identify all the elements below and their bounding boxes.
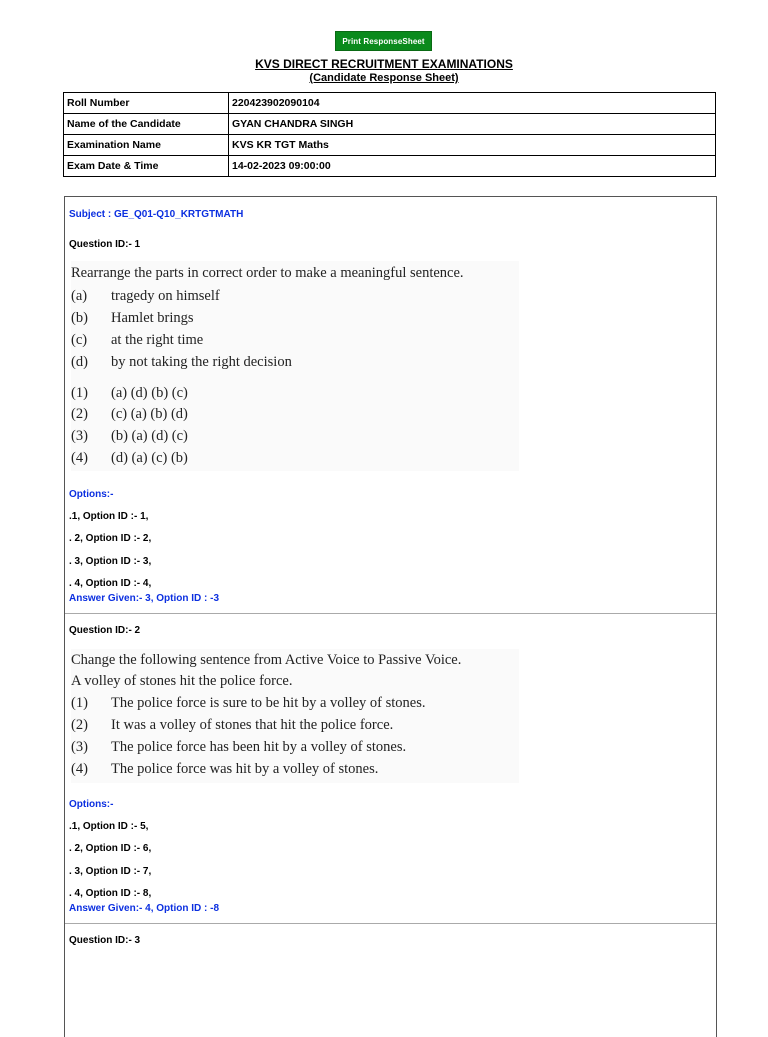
question-id: Question ID:- 3 (69, 935, 141, 946)
part-number: (c) (71, 332, 88, 348)
choice-text: It was a volley of stones that hit the police force. (111, 717, 394, 733)
print-response-sheet-button[interactable]: Print ResponseSheet (335, 31, 432, 51)
part-text: by not taking the right decision (111, 354, 292, 370)
question-text-image (71, 261, 519, 471)
answer-given: Answer Given:- 3, Option ID : -3 (69, 593, 220, 604)
choice-text: (a) (d) (b) (c) (111, 385, 188, 401)
option-item: . 4, Option ID :- 4, (69, 578, 152, 589)
question-line: A volley of stones hit the police force. (71, 673, 293, 689)
part-text: Hamlet brings (111, 310, 194, 326)
answer-given: Answer Given:- 4, Option ID : -8 (69, 903, 220, 914)
choice-text: (c) (a) (b) (d) (111, 406, 188, 422)
option-item: . 2, Option ID :- 2, (69, 533, 152, 544)
question-id: Question ID:- 2 (69, 625, 141, 636)
choice-text: The police force was hit by a volley of stones. (111, 761, 379, 777)
exam-subtitle: (Candidate Response Sheet) (309, 72, 459, 84)
answer-choice (71, 450, 519, 472)
part-number: (a) (71, 288, 88, 304)
option-item: .1, Option ID :- 5, (69, 821, 149, 832)
part-number: (d) (71, 354, 88, 370)
answer-choice (71, 385, 519, 407)
part-number: (b) (71, 310, 88, 326)
question-divider (65, 613, 716, 614)
info-value: KVS KR TGT Maths (229, 135, 716, 156)
choice-text: (b) (a) (d) (c) (111, 428, 188, 444)
candidate-info-table (63, 92, 716, 177)
exam-title: KVS DIRECT RECRUITMENT EXAMINATIONS (255, 57, 513, 71)
choice-number: (2) (71, 717, 88, 733)
option-item: .1, Option ID :- 1, (69, 511, 149, 522)
answer-choice (71, 717, 519, 739)
option-item: . 3, Option ID :- 3, (69, 556, 152, 567)
info-value: GYAN CHANDRA SINGH (229, 114, 716, 135)
choice-number: (4) (71, 450, 88, 466)
info-value: 14-02-2023 09:00:00 (229, 156, 716, 177)
question-part (71, 288, 519, 310)
answer-choice (71, 406, 519, 428)
question-divider (65, 923, 716, 924)
info-label: Name of the Candidate (64, 114, 229, 135)
choice-number: (2) (71, 406, 88, 422)
question-line: Rearrange the parts in correct order to make a meaningful sentence. (71, 265, 464, 281)
question-part (71, 354, 519, 376)
choice-text: The police force has been hit by a volley of stones. (111, 739, 407, 755)
answer-choice (71, 428, 519, 450)
question-id: Question ID:- 1 (69, 239, 141, 250)
question-part (71, 310, 519, 332)
option-item: . 3, Option ID :- 7, (69, 866, 152, 877)
choice-text: The police force is sure to be hit by a volley of stones. (111, 695, 426, 711)
option-item: . 4, Option ID :- 8, (69, 888, 152, 899)
info-row-exam-name (64, 135, 716, 156)
choice-number: (4) (71, 761, 88, 777)
answer-choice (71, 739, 519, 761)
choice-number: (1) (71, 385, 88, 401)
options-label: Options:- (69, 799, 114, 810)
question-line: Change the following sentence from Active Voice to Passive Voice. (71, 652, 462, 668)
info-row-exam-date-time (64, 156, 716, 177)
info-row-candidate-name (64, 114, 716, 135)
part-text: tragedy on himself (111, 288, 220, 304)
info-row-roll-number (64, 93, 716, 114)
question-text-image (71, 649, 519, 783)
subject-label: Subject : GE_Q01-Q10_KRTGTMATH (69, 209, 244, 220)
options-label: Options:- (69, 489, 114, 500)
info-label: Roll Number (64, 93, 229, 114)
info-value: 220423902090104 (229, 93, 716, 114)
answer-choice (71, 761, 519, 783)
choice-number: (3) (71, 428, 88, 444)
answer-choice (71, 695, 519, 717)
question-part (71, 332, 519, 354)
choice-number: (1) (71, 695, 88, 711)
choice-text: (d) (a) (c) (b) (111, 450, 188, 466)
info-label: Exam Date & Time (64, 156, 229, 177)
response-box (64, 196, 717, 1037)
option-item: . 2, Option ID :- 6, (69, 843, 152, 854)
part-text: at the right time (111, 332, 204, 348)
choice-number: (3) (71, 739, 88, 755)
info-label: Examination Name (64, 135, 229, 156)
